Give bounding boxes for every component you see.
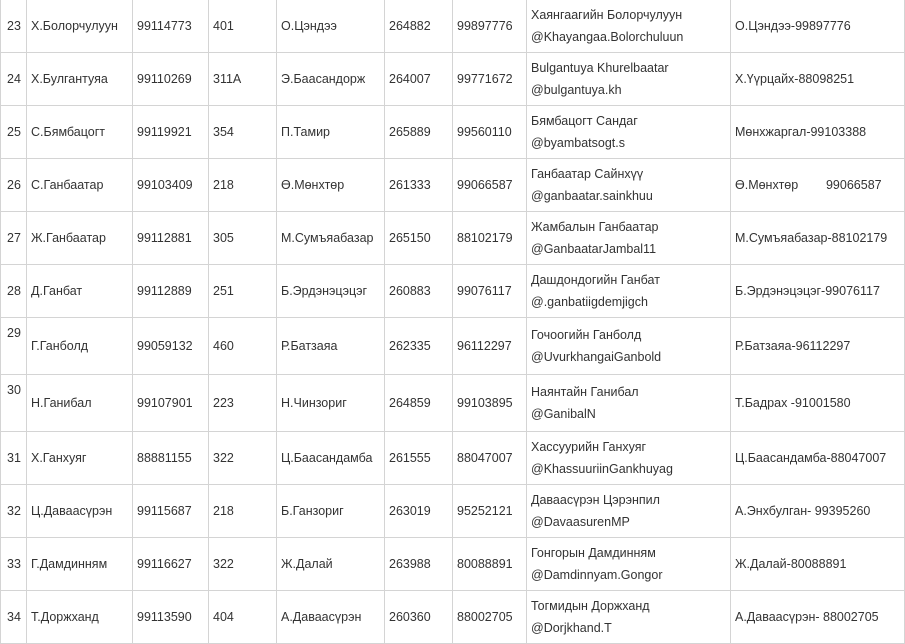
social-handle: @Khayangaa.Bolorchuluun: [531, 30, 684, 44]
member-phone: 99113590: [133, 591, 209, 644]
room-number: 401: [209, 0, 277, 53]
member-name: Н.Ганибал: [27, 375, 133, 432]
office-extension: 260883: [385, 265, 453, 318]
member-phone: 99110269: [133, 53, 209, 106]
member-phone: 99107901: [133, 375, 209, 432]
contact-person: Р.Батзаяа-96112297: [731, 318, 905, 375]
representative-mobile: 99103895: [453, 375, 527, 432]
table-row: [1, 591, 905, 644]
social-handle: @Damdinnyam.Gongor: [531, 568, 663, 582]
office-extension: 265889: [385, 106, 453, 159]
room-number: 322: [209, 432, 277, 485]
table-row: [1, 53, 905, 106]
room-number: 251: [209, 265, 277, 318]
table-row: [1, 159, 905, 212]
social-account: [527, 53, 731, 106]
member-phone: 99112881: [133, 212, 209, 265]
representative-mobile: 80088891: [453, 538, 527, 591]
member-phone: 99114773: [133, 0, 209, 53]
social-handle: @DavaasurenMP: [531, 515, 630, 529]
row-number: 27: [1, 212, 27, 265]
member-name: Х.Болорчулуун: [27, 0, 133, 53]
row-number: 26: [1, 159, 27, 212]
member-phone: 99059132: [133, 318, 209, 375]
representative-name: Н.Чинзориг: [277, 375, 385, 432]
social-account: [527, 318, 731, 375]
representative-mobile: 88047007: [453, 432, 527, 485]
contact-person: О.Цэндээ-99897776: [731, 0, 905, 53]
social-account: [527, 432, 731, 485]
representative-mobile: 95252121: [453, 485, 527, 538]
social-name: Bulgantuya Khurelbaatar: [531, 61, 669, 75]
social-name: Гонгорын Дамдинням: [531, 546, 656, 560]
representative-mobile: 88102179: [453, 212, 527, 265]
room-number: 223: [209, 375, 277, 432]
member-name: Ц.Даваасүрэн: [27, 485, 133, 538]
office-extension: 262335: [385, 318, 453, 375]
representative-name: Ж.Далай: [277, 538, 385, 591]
office-extension: 264859: [385, 375, 453, 432]
room-number: 218: [209, 485, 277, 538]
contact-person: А.Энхбулган- 99395260: [731, 485, 905, 538]
member-phone: 99115687: [133, 485, 209, 538]
member-name: Х.Ганхуяг: [27, 432, 133, 485]
row-number: 32: [1, 485, 27, 538]
office-extension: 264007: [385, 53, 453, 106]
social-account: [527, 212, 731, 265]
social-name: Тогмидын Доржханд: [531, 599, 650, 613]
social-account: [527, 0, 731, 53]
contact-person: Х.Үүрцайх-88098251: [731, 53, 905, 106]
member-name: С.Бямбацогт: [27, 106, 133, 159]
representative-mobile: 99897776: [453, 0, 527, 53]
row-number: 34: [1, 591, 27, 644]
member-phone: 99116627: [133, 538, 209, 591]
representative-mobile: 96112297: [453, 318, 527, 375]
row-number: 31: [1, 432, 27, 485]
member-name: Х.Булгантуяа: [27, 53, 133, 106]
social-account: [527, 106, 731, 159]
representative-name: Б.Ганзориг: [277, 485, 385, 538]
social-account: [527, 591, 731, 644]
row-number: 29: [1, 318, 27, 375]
representative-mobile: 99066587: [453, 159, 527, 212]
row-number: 25: [1, 106, 27, 159]
social-name: Даваасүрэн Цэрэнпил: [531, 493, 660, 507]
social-account: [527, 375, 731, 432]
social-name: Гочоогийн Ганболд: [531, 328, 642, 342]
representative-name: Э.Баасандорж: [277, 53, 385, 106]
social-handle: @GanibalN: [531, 407, 596, 421]
row-number: 24: [1, 53, 27, 106]
office-extension: 261333: [385, 159, 453, 212]
office-extension: 260360: [385, 591, 453, 644]
social-name: Хассуурийн Ганхуяг: [531, 440, 647, 454]
contact-person: М.Сумъяабазар-88102179: [731, 212, 905, 265]
social-name: Жамбалын Ганбаатар: [531, 220, 659, 234]
office-extension: 263019: [385, 485, 453, 538]
member-name: Г.Дамдинням: [27, 538, 133, 591]
social-account: [527, 159, 731, 212]
table-row: [1, 538, 905, 591]
representative-name: П.Тамир: [277, 106, 385, 159]
row-number: 23: [1, 0, 27, 53]
representative-name: Ө.Мөнхтөр: [277, 159, 385, 212]
social-name: Ганбаатар Сайнхүү: [531, 167, 644, 181]
table-row: [1, 0, 905, 53]
row-number: 30: [1, 375, 27, 432]
office-extension: 261555: [385, 432, 453, 485]
room-number: 460: [209, 318, 277, 375]
representative-name: М.Сумъяабазар: [277, 212, 385, 265]
social-handle: @bulgantuya.kh: [531, 83, 622, 97]
social-handle: @.ganbatiigdemjigch: [531, 295, 648, 309]
office-extension: 265150: [385, 212, 453, 265]
social-name: Бямбацогт Сандаг: [531, 114, 638, 128]
member-name: Т.Доржханд: [27, 591, 133, 644]
room-number: 218: [209, 159, 277, 212]
contact-person: Ц.Баасандамба-88047007: [731, 432, 905, 485]
member-name: Ж.Ганбаатар: [27, 212, 133, 265]
table-row: [1, 485, 905, 538]
representative-name: О.Цэндээ: [277, 0, 385, 53]
member-name: Г.Ганболд: [27, 318, 133, 375]
representative-mobile: 99076117: [453, 265, 527, 318]
table-row: [1, 106, 905, 159]
room-number: 311А: [209, 53, 277, 106]
contact-person: Т.Бадрах -91001580: [731, 375, 905, 432]
table-row: [1, 375, 905, 432]
representative-name: Б.Эрдэнэцэцэг: [277, 265, 385, 318]
table-row: [1, 432, 905, 485]
social-handle: @byambatsogt.s: [531, 136, 625, 150]
member-phone: 99112889: [133, 265, 209, 318]
member-phone: 99119921: [133, 106, 209, 159]
room-number: 354: [209, 106, 277, 159]
member-phone: 88881155: [133, 432, 209, 485]
member-name: С.Ганбаатар: [27, 159, 133, 212]
contact-person: Ж.Далай-80088891: [731, 538, 905, 591]
representative-name: Ц.Баасандамба: [277, 432, 385, 485]
social-handle: @GanbaatarJambal11: [531, 242, 657, 256]
office-extension: 263988: [385, 538, 453, 591]
room-number: 322: [209, 538, 277, 591]
contact-person: Ө.Мөнхтөр 99066587: [731, 159, 905, 212]
row-number: 33: [1, 538, 27, 591]
room-number: 305: [209, 212, 277, 265]
representative-mobile: 99771672: [453, 53, 527, 106]
social-handle: @UvurkhangaiGanbold: [531, 350, 662, 364]
contact-person: Б.Эрдэнэцэцэг-99076117: [731, 265, 905, 318]
social-handle: @KhassuuriinGankhuyag: [531, 462, 673, 476]
member-phone: 99103409: [133, 159, 209, 212]
table-row: [1, 212, 905, 265]
table-row: [1, 265, 905, 318]
contact-person: Мөнхжаргал-99103388: [731, 106, 905, 159]
representative-name: А.Даваасүрэн: [277, 591, 385, 644]
social-name: Хаянгаагийн Болорчулуун: [531, 8, 683, 22]
table-row: [1, 318, 905, 375]
contact-person: А.Даваасүрэн- 88002705: [731, 591, 905, 644]
member-name: Д.Ганбат: [27, 265, 133, 318]
room-number: 404: [209, 591, 277, 644]
row-number: 28: [1, 265, 27, 318]
social-account: [527, 538, 731, 591]
social-handle: @Dorjkhand.T: [531, 621, 612, 635]
office-extension: 264882: [385, 0, 453, 53]
social-handle: @ganbaatar.sainkhuu: [531, 189, 653, 203]
social-name: Дашдондогийн Ганбат: [531, 273, 660, 287]
social-account: [527, 265, 731, 318]
representative-mobile: 99560110: [453, 106, 527, 159]
social-account: [527, 485, 731, 538]
social-name: Наянтайн Ганибал: [531, 385, 639, 399]
representative-name: Р.Батзаяа: [277, 318, 385, 375]
representative-mobile: 88002705: [453, 591, 527, 644]
